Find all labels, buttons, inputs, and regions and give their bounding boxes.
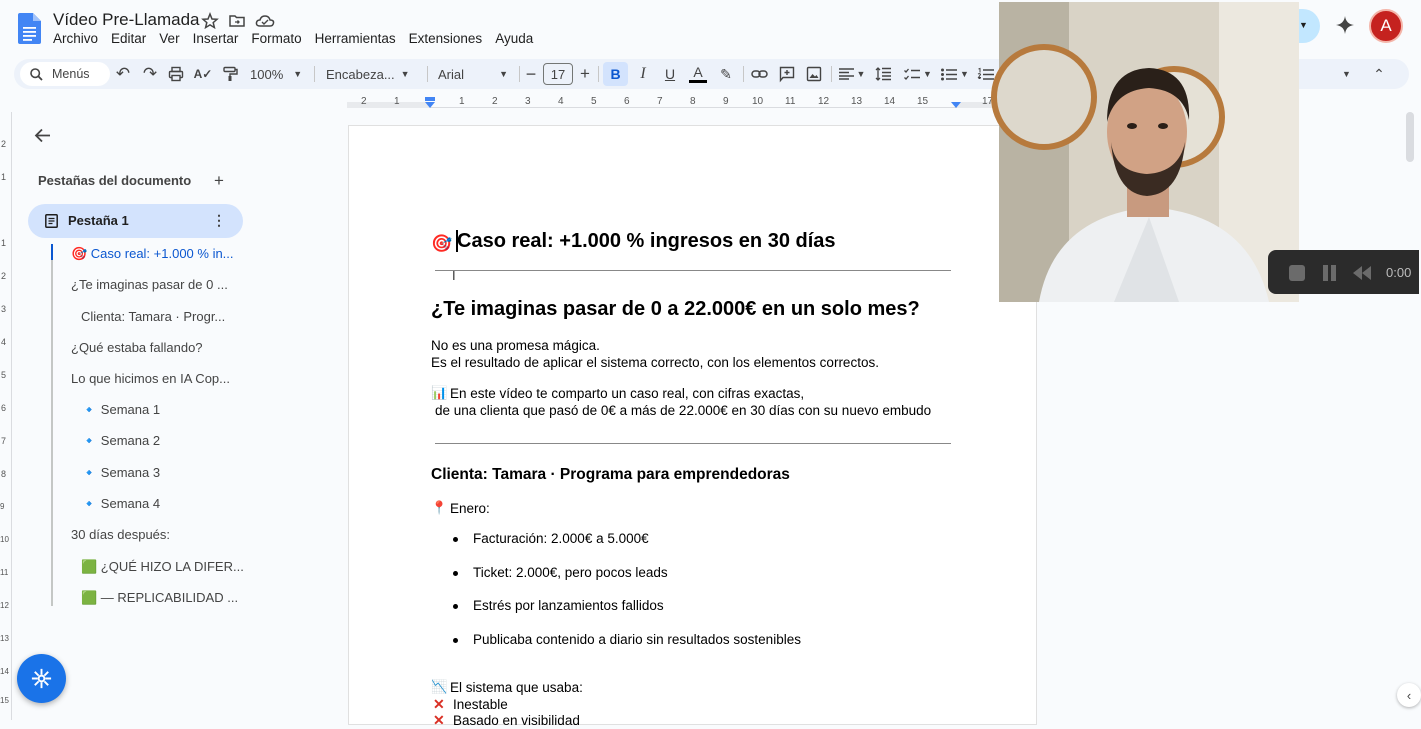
ruler-tick: 1: [459, 96, 465, 107]
more-options-icon[interactable]: ⋮: [212, 212, 226, 228]
menu-herramientas[interactable]: Herramientas: [314, 31, 396, 46]
underline-button[interactable]: U: [664, 66, 676, 82]
ruler-tick: 7: [657, 96, 663, 107]
outline-item[interactable]: ¿Te imaginas pasar de 0 ...: [71, 277, 228, 292]
ruler-tick: 5: [1, 370, 7, 380]
toolbar-divider: [519, 66, 520, 82]
flower-icon: [30, 667, 53, 690]
ruler-tick: 15: [917, 96, 929, 107]
cloud-saved-icon[interactable]: [255, 12, 275, 30]
ruler-tick: 4: [1, 337, 7, 347]
rewind-icon[interactable]: [1352, 265, 1372, 281]
i-beam-cursor-icon: I: [452, 268, 456, 283]
redo-icon[interactable]: ↷: [142, 64, 158, 83]
chevron-down-icon[interactable]: ▼: [1342, 69, 1351, 79]
chart-emoji-icon: 📊: [431, 385, 448, 400]
outline-item[interactable]: 🔹 Semana 4: [81, 496, 161, 511]
ruler-tick: 2: [492, 96, 498, 107]
toolbar-divider: [831, 66, 832, 82]
ruler-tick: 11: [0, 568, 9, 577]
ruler-tick: 11: [785, 96, 796, 107]
document-tabs-sidebar: [14, 112, 334, 720]
side-panel-toggle-icon[interactable]: ‹: [1397, 683, 1421, 707]
document-tab-icon: [45, 214, 58, 228]
google-docs-logo-icon[interactable]: [18, 13, 41, 44]
outline-item[interactable]: 🟩 ¿QUÉ HIZO LA DIFER...: [81, 559, 244, 574]
ruler-tick: 10: [0, 535, 9, 544]
text-color-button[interactable]: A: [688, 59, 708, 89]
document-title[interactable]: Vídeo Pre-Llamada: [53, 10, 200, 29]
decrease-font-size-icon[interactable]: −: [525, 63, 537, 84]
pin-emoji-icon: 📍: [431, 500, 448, 515]
ruler-tick: 15: [0, 696, 9, 705]
paragraph[interactable]: Inestable: [453, 697, 508, 712]
bullet-icon: [453, 638, 458, 643]
ruler-tick: 9: [723, 96, 729, 107]
menu-formato[interactable]: Formato: [251, 31, 302, 46]
print-icon[interactable]: [168, 66, 184, 82]
menu-bar: [53, 31, 540, 46]
bullet-icon: [453, 571, 458, 576]
ruler-tick: 6: [624, 96, 630, 107]
comment-icon[interactable]: [779, 66, 795, 82]
ruler-tick: 13: [851, 96, 863, 107]
outline-item[interactable]: 🔹 Semana 2: [81, 433, 161, 448]
vertical-ruler[interactable]: [0, 112, 12, 720]
font-size-value: 17: [550, 66, 566, 82]
chevron-down-icon: ▼: [293, 69, 303, 79]
move-folder-icon[interactable]: [228, 12, 246, 30]
outline-item[interactable]: 🔹 Semana 1: [81, 402, 161, 417]
bulleted-list-select[interactable]: [939, 59, 971, 89]
link-icon[interactable]: [751, 67, 768, 81]
checklist-icon: [904, 68, 920, 81]
ruler-tick: 1: [1, 172, 7, 182]
font-family-value: Arial: [438, 66, 465, 82]
presenter-video: [999, 2, 1299, 302]
outline-item[interactable]: 30 días después:: [71, 527, 171, 542]
menus-search[interactable]: [20, 62, 110, 86]
cross-mark-icon: ✕: [433, 696, 445, 712]
text-color-swatch: [689, 80, 707, 83]
bulleted-list-icon: [941, 68, 957, 81]
font-family-select[interactable]: [438, 59, 508, 89]
gemini-sparkle-icon[interactable]: [1335, 15, 1355, 35]
ruler-tick: 13: [0, 634, 9, 643]
bullet-icon: [453, 537, 458, 542]
webcam-overlay[interactable]: [999, 2, 1299, 302]
outline-item[interactable]: 🔹 Semana 3: [81, 465, 161, 480]
ruler-tick: 17: [982, 96, 994, 107]
toolbar-divider: [427, 66, 428, 82]
ruler-tick: 12: [0, 601, 9, 610]
outline-active-indicator: [51, 244, 53, 260]
ruler-tick: 1: [1, 238, 7, 248]
zoom-value: 100%: [250, 66, 284, 82]
outline-item[interactable]: Lo que hicimos en IA Cop...: [71, 371, 230, 386]
chevron-down-icon: ▼: [960, 69, 969, 79]
horizontal-ruler[interactable]: [347, 94, 1037, 110]
ruler-tick: 4: [558, 96, 564, 107]
pause-icon-bar: [1331, 265, 1336, 281]
paragraph[interactable]: No es una promesa mágica.: [431, 338, 600, 353]
target-emoji-icon: 🎯: [431, 234, 453, 253]
ruler-tick: 7: [1, 436, 7, 446]
ruler-baseline: [347, 107, 1037, 108]
menus-search-label: Menús: [52, 67, 90, 81]
outline-item[interactable]: 🎯 Caso real: +1.000 % in...: [71, 246, 234, 261]
paragraph[interactable]: El sistema que usaba:: [450, 680, 583, 695]
paragraph[interactable]: Basado en visibilidad: [453, 713, 580, 728]
ruler-tick: 10: [752, 96, 764, 107]
ruler-tick: 2: [361, 96, 367, 107]
list-item[interactable]: Facturación: 2.000€ a 5.000€: [473, 531, 649, 546]
paragraph[interactable]: de una clienta que pasó de 0€ a más de 22.000€ en 30 días con su nuevo embudo: [435, 403, 932, 418]
collapse-menus-icon[interactable]: ⌃: [1373, 65, 1385, 82]
paragraph-style-select[interactable]: [326, 59, 418, 89]
recording-timer: 0:00: [1386, 265, 1412, 280]
horizontal-rule: [435, 443, 951, 444]
share-dropdown-icon[interactable]: ▼: [1299, 20, 1308, 30]
tab-pestana-1[interactable]: [28, 204, 243, 238]
list-item[interactable]: Estrés por lanzamientos fallidos: [473, 598, 664, 613]
ruler-tick: 14: [0, 667, 9, 676]
toolbar-divider: [743, 66, 744, 82]
outline-item[interactable]: Clienta: Tamara · Progr...: [81, 309, 226, 324]
add-tab-icon[interactable]: +: [214, 171, 224, 190]
chevron-down-icon: ▼: [400, 69, 410, 79]
bold-button[interactable]: B: [603, 62, 628, 86]
document-heading-2[interactable]: ¿Te imaginas pasar de 0 a 22.000€ en un solo mes?: [431, 298, 920, 320]
back-arrow-icon[interactable]: [34, 128, 51, 143]
chevron-down-icon: ▼: [499, 69, 508, 79]
font-size-input[interactable]: [543, 63, 573, 85]
zoom-select[interactable]: [250, 59, 310, 89]
paragraph[interactable]: En este vídeo te comparto un caso real, con cifras exactas,: [450, 386, 805, 401]
ruler-margin-left: [347, 102, 430, 108]
menu-ver[interactable]: Ver: [159, 31, 180, 46]
toolbar-divider: [314, 66, 315, 82]
insert-image-icon[interactable]: [806, 66, 822, 82]
scrollbar-thumb[interactable]: [1406, 112, 1414, 162]
highlight-icon[interactable]: ✎: [720, 65, 732, 82]
right-indent-marker-icon[interactable]: [950, 97, 962, 109]
numbered-list-icon: [978, 68, 994, 81]
ruler-tick: 8: [690, 96, 696, 107]
avatar[interactable]: A: [1369, 9, 1403, 43]
outline-guide-line: [51, 244, 53, 606]
menu-editar[interactable]: Editar: [111, 31, 147, 46]
menu-insertar[interactable]: Insertar: [192, 31, 239, 46]
list-item[interactable]: Ticket: 2.000€, pero pocos leads: [473, 565, 668, 580]
document-page[interactable]: [348, 125, 1037, 728]
vertical-scrollbar[interactable]: [1405, 112, 1415, 672]
document-heading-3[interactable]: Clienta: Tamara · Programa para emprendedoras: [431, 466, 790, 483]
chevron-down-icon: ▼: [923, 69, 932, 79]
star-icon[interactable]: [201, 12, 219, 30]
document-heading-1[interactable]: Caso real: +1.000 % ingresos en 30 días: [457, 230, 836, 252]
ruler-tick: 3: [1, 304, 7, 314]
paragraph-style-value: Encabeza...: [326, 66, 395, 82]
paragraph[interactable]: Enero:: [450, 501, 490, 516]
outline-item[interactable]: 🟩 — REPLICABILIDAD ...: [81, 590, 239, 605]
menu-extensiones[interactable]: Extensiones: [408, 31, 483, 46]
ruler-tick: 8: [1, 469, 7, 479]
ruler-tick: 6: [1, 403, 7, 413]
ruler-tick: 9: [0, 502, 5, 511]
ruler-tick: 3: [525, 96, 531, 107]
indent-marker-icon[interactable]: [424, 97, 436, 109]
tabs-heading: Pestañas del documento: [38, 173, 192, 188]
stop-recording-icon[interactable]: [1289, 265, 1305, 281]
ruler-tick: 2: [1, 271, 7, 281]
search-icon: [30, 68, 43, 81]
ruler-tick: 14: [884, 96, 896, 107]
checklist-select[interactable]: [902, 59, 934, 89]
list-item[interactable]: Publicaba contenido a diario sin resultados sostenibles: [473, 632, 801, 647]
bullet-icon: [453, 604, 458, 609]
floating-action-button[interactable]: [17, 654, 66, 703]
tab-label: Pestaña 1: [68, 213, 129, 228]
ruler-tick: 5: [591, 96, 597, 107]
line-spacing-icon[interactable]: [875, 67, 891, 81]
menu-archivo[interactable]: Archivo: [53, 31, 99, 46]
align-left-icon: [839, 68, 854, 80]
ruler-tick: 12: [818, 96, 830, 107]
pause-icon[interactable]: [1323, 265, 1328, 281]
paint-format-icon[interactable]: [222, 66, 238, 82]
horizontal-rule: [435, 270, 951, 271]
recording-controls: [1268, 250, 1419, 294]
undo-icon[interactable]: ↶: [115, 64, 131, 83]
ruler-tick: 1: [394, 96, 400, 107]
paragraph[interactable]: Es el resultado de aplicar el sistema correcto, con los elementos correctos.: [431, 355, 879, 370]
toolbar-divider: [598, 66, 599, 82]
ruler-tick: 2: [1, 139, 7, 149]
menu-ayuda[interactable]: Ayuda: [495, 31, 534, 46]
cross-mark-icon: ✕: [433, 712, 445, 728]
italic-button[interactable]: I: [640, 65, 646, 82]
increase-font-size-icon[interactable]: +: [580, 64, 590, 83]
align-select[interactable]: [837, 59, 867, 89]
chevron-down-icon: ▼: [856, 69, 866, 79]
outline-item[interactable]: ¿Qué estaba fallando?: [71, 340, 203, 355]
spellcheck-icon[interactable]: A✓: [193, 67, 213, 81]
chart-down-emoji-icon: 📉: [431, 679, 448, 694]
